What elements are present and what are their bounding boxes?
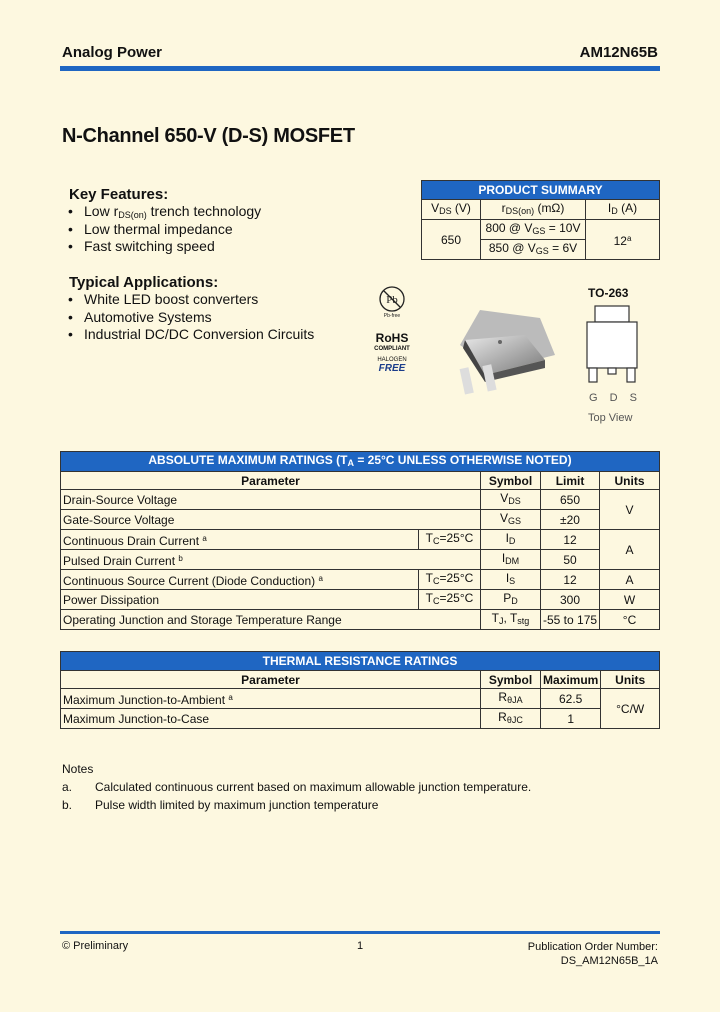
key-features-list: [64, 203, 261, 256]
rohs-logo: [372, 285, 412, 324]
list-item: • Low thermal impedance: [68, 220, 233, 237]
vds-header: $V_{DS}$ (V): [422, 200, 481, 220]
rohs-text: RoHS COMPLIANT HALOGEN FREE: [374, 331, 410, 374]
table-row: Continuous Drain Current $^a$ $T_C=25^\circ C$ $I_D$ 12 A: [61, 530, 660, 550]
col-symbol: Symbol: [481, 472, 541, 490]
pin-labels: G D S: [589, 392, 637, 404]
table-row: Drain-Source Voltage $V_{DS}$ 650 V: [61, 490, 660, 510]
rds-value: 800 @ $V_{GS} = 10V$: [481, 220, 586, 240]
rds-value: 850 @ $V_{GS} = 6V$: [481, 240, 586, 260]
table-row: Maximum Junction-to-Ambient $^a$ $R_{\theta JA}$ 62.5 °C/W: [61, 689, 660, 709]
absolute-max-ratings-table: [60, 451, 660, 630]
product-summary-title: PRODUCT SUMMARY: [422, 181, 660, 200]
table-row: Continuous Source Current (Diode Conduction) $^a$ $T_C=25^\circ C$ $I_S$ 12 A: [61, 570, 660, 590]
page-title: N-Channel 650-V (D-S) MOSFET: [62, 125, 355, 147]
col-parameter: Parameter: [61, 472, 481, 490]
rds-header: $r_{DS(on)}$ (mΩ): [481, 200, 586, 220]
top-view-label: Top View: [588, 412, 633, 424]
list-item: • White LED boost converters: [68, 291, 259, 307]
key-features-heading: Key Features:: [69, 186, 169, 203]
product-summary-table: [421, 180, 660, 260]
list-item: • Fast switching speed: [68, 238, 215, 254]
table-row: Pulsed Drain Current $^b$ $I_{DM}$ 50: [61, 550, 660, 570]
note-a: a. Calculated continuous current based on maximum allowable junction temperature.: [62, 780, 532, 794]
id-header: $I_D$ (A): [586, 200, 660, 220]
table-row: Operating Junction and Storage Temperature Range $T_J$, $T_{stg}$ -55 to 175 °C: [61, 610, 660, 630]
list-item: • Low $r_{DS(on)}$ trench technology: [68, 203, 262, 220]
package-image: [445, 300, 565, 405]
notes-heading: Notes: [62, 762, 94, 776]
vds-value: 650: [422, 220, 481, 260]
footer-preliminary: © Preliminary: [62, 940, 129, 952]
company-name: Analog Power: [62, 44, 163, 61]
pb-free-icon: [377, 285, 407, 319]
thermal-title: THERMAL RESISTANCE RATINGS: [61, 652, 660, 671]
note-b: b. Pulse width limited by maximum junction temperature: [62, 798, 379, 812]
col-units: Units: [600, 472, 660, 490]
applications-list: [64, 291, 314, 344]
package-outline: [582, 302, 642, 402]
table-row: Gate-Source Voltage $V_{GS}$ ±20: [61, 510, 660, 530]
applications-heading: Typical Applications:: [69, 274, 219, 291]
table-row: Power Dissipation $T_C=25^\circ C$ $P_D$ 300 W: [61, 590, 660, 610]
abs-max-title: ABSOLUTE MAXIMUM RATINGS ($T_A = 25^\circ C$ UNLESS OTHERWISE NOTED): [61, 452, 660, 472]
page-number: 1: [357, 940, 364, 952]
footer-rule: [60, 931, 660, 934]
svg-text:Pb: Pb: [386, 294, 398, 306]
table-row: Maximum Junction-to-Case $R_{\theta JC}$ 1: [61, 709, 660, 729]
publication-number: Publication Order Number: DS_AM12N65B_1A: [527, 941, 658, 967]
col-limit: Limit: [541, 472, 600, 490]
thermal-resistance-table: THERMAL RESISTANCE RATINGS Parameter Symbol Maximum Units Maximum Junction-to-Ambient $^a$ $R_{\theta JA}$ 62.5 °C/W Maximum Junction-to-Case $R_{\theta JC}$ 1: [60, 651, 660, 729]
id-value: 12$^a$: [586, 220, 660, 260]
list-item: • Automotive Systems: [68, 308, 212, 325]
part-number: AM12N65B: [579, 44, 658, 61]
header-rule: [60, 66, 660, 71]
svg-text:Pb-free: Pb-free: [383, 313, 401, 319]
list-item: • Industrial DC/DC Conversion Circuits: [68, 326, 315, 342]
package-name: TO-263: [588, 286, 629, 300]
